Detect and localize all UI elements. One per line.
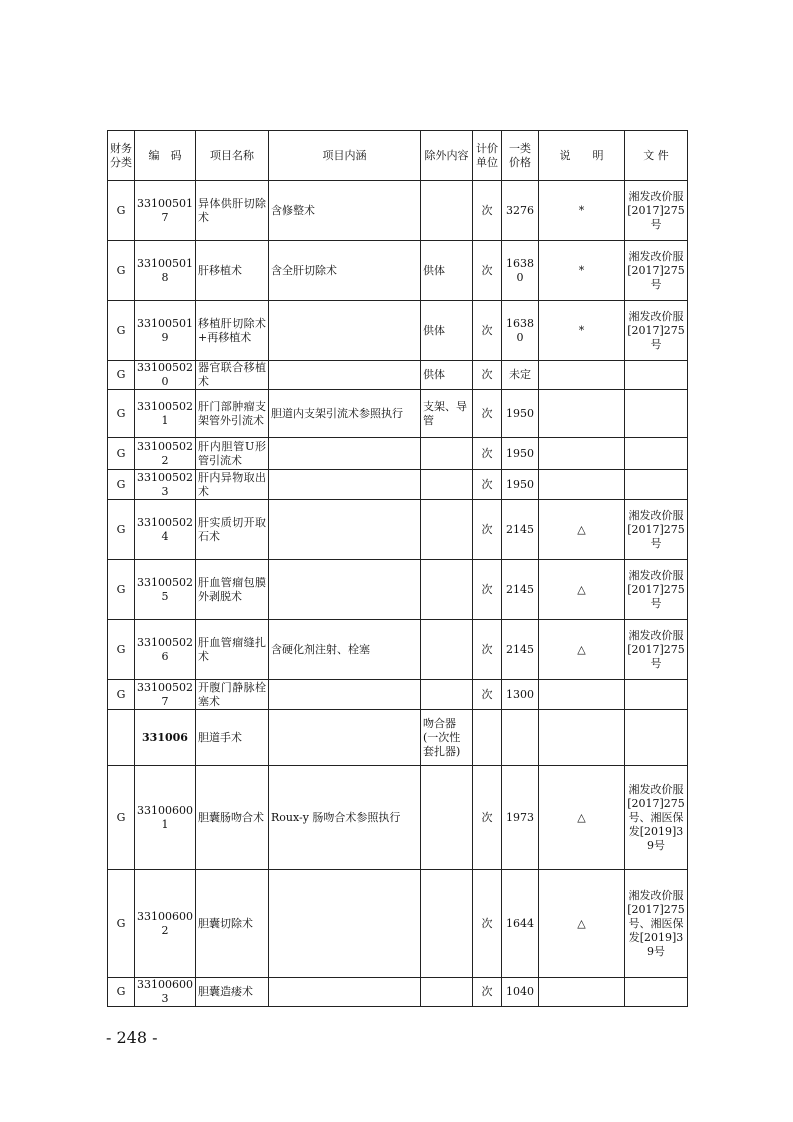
row-category: G xyxy=(108,766,135,870)
row-code: 331005024 xyxy=(135,500,196,560)
row-note xyxy=(539,470,625,500)
row-code: 331005017 xyxy=(135,181,196,241)
table-body xyxy=(108,181,688,1007)
header-note: 说 明 xyxy=(539,131,625,181)
row-content xyxy=(269,361,421,390)
row-code: 331005022 xyxy=(135,438,196,470)
row-note xyxy=(539,361,625,390)
row-category: G xyxy=(108,390,135,438)
row-excluded: 供体 xyxy=(421,241,473,301)
row-excluded xyxy=(421,470,473,500)
row-category: G xyxy=(108,500,135,560)
table-row xyxy=(108,978,688,1007)
row-code: 331006002 xyxy=(135,870,196,978)
row-code: 331005026 xyxy=(135,620,196,680)
row-code: 331006001 xyxy=(135,766,196,870)
row-note: △ xyxy=(539,620,625,680)
table-row xyxy=(108,390,688,438)
row-excluded xyxy=(421,680,473,710)
row-unit: 次 xyxy=(473,438,502,470)
row-unit: 次 xyxy=(473,390,502,438)
row-document xyxy=(625,390,688,438)
row-content xyxy=(269,301,421,361)
row-category: G xyxy=(108,361,135,390)
row-price: 3276 xyxy=(502,181,539,241)
row-category: G xyxy=(108,438,135,470)
row-content: Roux-y 肠吻合术参照执行 xyxy=(269,766,421,870)
row-document xyxy=(625,680,688,710)
row-price: 未定 xyxy=(502,361,539,390)
table-row xyxy=(108,560,688,620)
row-code: 331005023 xyxy=(135,470,196,500)
row-name: 器官联合移植术 xyxy=(196,361,269,390)
row-unit: 次 xyxy=(473,181,502,241)
row-name: 胆囊造瘘术 xyxy=(196,978,269,1007)
table-row xyxy=(108,438,688,470)
table-row xyxy=(108,361,688,390)
row-unit: 次 xyxy=(473,241,502,301)
row-document xyxy=(625,361,688,390)
row-price: 1950 xyxy=(502,438,539,470)
row-excluded xyxy=(421,766,473,870)
row-unit xyxy=(473,710,502,766)
row-category: G xyxy=(108,301,135,361)
row-content xyxy=(269,470,421,500)
row-name: 胆道手术 xyxy=(196,710,269,766)
row-category: G xyxy=(108,620,135,680)
row-content xyxy=(269,870,421,978)
row-category: G xyxy=(108,870,135,978)
row-document xyxy=(625,438,688,470)
row-price: 1644 xyxy=(502,870,539,978)
row-document xyxy=(625,978,688,1007)
header-excluded: 除外内容 xyxy=(421,131,473,181)
row-excluded: 供体 xyxy=(421,301,473,361)
row-unit: 次 xyxy=(473,301,502,361)
row-excluded xyxy=(421,560,473,620)
row-note: △ xyxy=(539,560,625,620)
row-name: 移植肝切除术+再移植术 xyxy=(196,301,269,361)
row-content xyxy=(269,710,421,766)
row-unit: 次 xyxy=(473,870,502,978)
row-document: 湘发改价服[2017]275号 xyxy=(625,241,688,301)
row-category xyxy=(108,710,135,766)
row-price: 2145 xyxy=(502,500,539,560)
row-code: 331006003 xyxy=(135,978,196,1007)
row-excluded xyxy=(421,181,473,241)
row-name: 肝门部肿瘤支架管外引流术 xyxy=(196,390,269,438)
row-code: 331005025 xyxy=(135,560,196,620)
row-price xyxy=(502,710,539,766)
row-code: 331005021 xyxy=(135,390,196,438)
row-note xyxy=(539,390,625,438)
row-price: 1040 xyxy=(502,978,539,1007)
row-content xyxy=(269,978,421,1007)
row-content xyxy=(269,500,421,560)
table-row xyxy=(108,766,688,870)
row-content xyxy=(269,680,421,710)
row-price: 1950 xyxy=(502,470,539,500)
fee-table xyxy=(107,130,688,1007)
row-name: 胆囊切除术 xyxy=(196,870,269,978)
row-document: 湘发改价服[2017]275号、湘医保发[2019]39号 xyxy=(625,870,688,978)
table-row xyxy=(108,870,688,978)
row-document xyxy=(625,710,688,766)
row-price: 1973 xyxy=(502,766,539,870)
row-document: 湘发改价服[2017]275号 xyxy=(625,500,688,560)
header-price: 一类价格 xyxy=(502,131,539,181)
row-price: 16380 xyxy=(502,301,539,361)
header-name: 项目名称 xyxy=(196,131,269,181)
row-note: * xyxy=(539,301,625,361)
row-note: * xyxy=(539,241,625,301)
row-price: 16380 xyxy=(502,241,539,301)
row-note: △ xyxy=(539,500,625,560)
row-document: 湘发改价服[2017]275号 xyxy=(625,620,688,680)
row-note: * xyxy=(539,181,625,241)
row-content: 含修整术 xyxy=(269,181,421,241)
row-unit: 次 xyxy=(473,470,502,500)
row-document: 湘发改价服[2017]275号 xyxy=(625,181,688,241)
row-name: 异体供肝切除术 xyxy=(196,181,269,241)
row-name: 肝血管瘤缝扎术 xyxy=(196,620,269,680)
row-document: 湘发改价服[2017]275号、湘医保发[2019]39号 xyxy=(625,766,688,870)
row-unit: 次 xyxy=(473,361,502,390)
table-row xyxy=(108,241,688,301)
row-name: 肝内异物取出术 xyxy=(196,470,269,500)
row-content xyxy=(269,560,421,620)
row-content: 含硬化剂注射、栓塞 xyxy=(269,620,421,680)
row-name: 肝内胆管U形管引流术 xyxy=(196,438,269,470)
row-note: △ xyxy=(539,870,625,978)
row-document xyxy=(625,470,688,500)
row-note: △ xyxy=(539,766,625,870)
row-name: 肝血管瘤包膜外剥脱术 xyxy=(196,560,269,620)
header-document: 文 件 xyxy=(625,131,688,181)
row-note xyxy=(539,680,625,710)
row-category: G xyxy=(108,560,135,620)
row-unit: 次 xyxy=(473,766,502,870)
row-unit: 次 xyxy=(473,680,502,710)
row-note xyxy=(539,438,625,470)
row-content: 胆道内支架引流术参照执行 xyxy=(269,390,421,438)
row-code: 331005018 xyxy=(135,241,196,301)
row-name: 胆囊肠吻合术 xyxy=(196,766,269,870)
row-category: G xyxy=(108,978,135,1007)
row-unit: 次 xyxy=(473,560,502,620)
row-price: 2145 xyxy=(502,620,539,680)
row-excluded xyxy=(421,978,473,1007)
table-row xyxy=(108,470,688,500)
row-document: 湘发改价服[2017]275号 xyxy=(625,560,688,620)
row-price: 1300 xyxy=(502,680,539,710)
header-unit: 计价单位 xyxy=(473,131,502,181)
row-excluded xyxy=(421,870,473,978)
header-content: 项目内涵 xyxy=(269,131,421,181)
row-name: 肝移植术 xyxy=(196,241,269,301)
row-unit: 次 xyxy=(473,500,502,560)
row-excluded: 支架、导管 xyxy=(421,390,473,438)
row-price: 2145 xyxy=(502,560,539,620)
row-name: 肝实质切开取石术 xyxy=(196,500,269,560)
row-code: 331005020 xyxy=(135,361,196,390)
row-price: 1950 xyxy=(502,390,539,438)
row-code: 331006 xyxy=(135,710,196,766)
row-excluded xyxy=(421,620,473,680)
table-row xyxy=(108,680,688,710)
row-excluded xyxy=(421,500,473,560)
page-number: - 248 - xyxy=(106,1028,158,1047)
row-unit: 次 xyxy=(473,620,502,680)
table-row xyxy=(108,500,688,560)
table-row xyxy=(108,620,688,680)
row-note xyxy=(539,978,625,1007)
row-excluded: 供体 xyxy=(421,361,473,390)
row-document: 湘发改价服[2017]275号 xyxy=(625,301,688,361)
row-category: G xyxy=(108,680,135,710)
row-code: 331005019 xyxy=(135,301,196,361)
header-row xyxy=(108,131,688,181)
row-name: 开腹门静脉栓塞术 xyxy=(196,680,269,710)
row-content xyxy=(269,438,421,470)
header-category: 财务分类 xyxy=(108,131,135,181)
row-category: G xyxy=(108,470,135,500)
row-content: 含全肝切除术 xyxy=(269,241,421,301)
table-row xyxy=(108,710,688,766)
row-note xyxy=(539,710,625,766)
row-excluded xyxy=(421,438,473,470)
row-category: G xyxy=(108,241,135,301)
table-row xyxy=(108,301,688,361)
row-code: 331005027 xyxy=(135,680,196,710)
row-unit: 次 xyxy=(473,978,502,1007)
row-excluded: 吻合器(一次性套扎器) xyxy=(421,710,473,766)
row-category: G xyxy=(108,181,135,241)
table-row xyxy=(108,181,688,241)
header-code: 编 码 xyxy=(135,131,196,181)
